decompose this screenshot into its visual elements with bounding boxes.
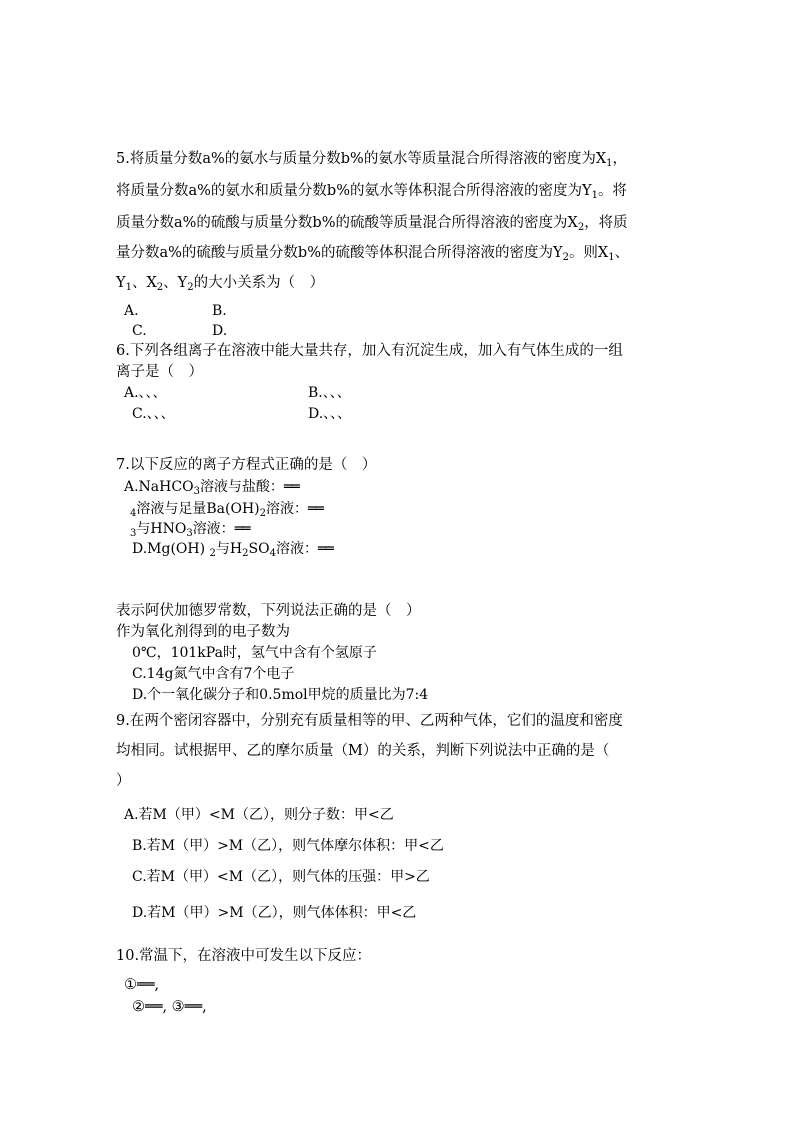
q7-option-b: $_4$溶液与足量$Ba(OH)_2$溶液：══ [130,501,323,519]
q6-line-1: 6.下列各组离子在溶液中能大量共存，加入有沉淀生成，加入有气体生成的一组 [116,343,623,359]
q8-line-5: D.个一氧化碳分子和0.5mol甲烷的质量比为7:4 [132,687,429,703]
q10-reaction-1: ①══, [124,977,160,993]
q6-option-d: D.、、、 [308,406,352,422]
q9-option-c: C.若M（甲）<M（乙），则气体的压强：甲>乙 [132,869,430,885]
q5-option-d: D. [212,323,228,339]
q5-option-b: B. [212,303,227,319]
q9-option-b: B.若M（甲）>M（乙），则气体摩尔体积：甲<乙 [132,838,444,854]
q6-option-a: A.、、、 [124,385,167,401]
q7-option-d: D.Mg(OH) $_2$与$H_2SO_4$溶液：══ [132,541,333,559]
q5-line-5: $Y_1$、$X_2$、$Y_2$的大小关系为（ ） [116,275,325,293]
q9-line-2: 均相同。试根据甲、乙的摩尔质量（M）的关系，判断下列说法中正确的是（ [116,743,610,759]
q7-option-a: A.NaHCO$_3$溶液与盐酸：══ [124,479,299,497]
q7-option-c: $_3$与$HNO_3$溶液：══ [130,521,250,539]
q5-line-1-text: 5.将质量分数a%的氨水与质量分数b%的氨水等质量混合所得溶液的密度为X [116,151,607,167]
q5-line-1: 5.将质量分数a%的氨水与质量分数b%的氨水等质量混合所得溶液的密度为$X_1$， [116,151,628,169]
q8-line-1: 表示阿伏加德罗常数，下列说法正确的是（ ） [116,603,421,619]
q9-line-3: ） [116,773,131,789]
q8-line-2: 作为氧化剂得到的电子数为 [116,624,290,640]
q10-reactions-2-3: ②══, ③══, [132,999,207,1015]
q8-line-3: 0℃，101kPa时，氢气中含有个氢原子 [132,645,377,661]
q9-line-1: 9.在两个密闭容器中，分别充有质量相等的甲、乙两种气体，它们的温度和密度 [116,713,623,729]
q5-line-2: 将质量分数a%的氨水和质量分数b%的氨水等体积混合所得溶液的密度为$Y_1$。将 [116,183,627,201]
q5-option-c: C. [132,323,147,339]
q8-line-4: C.14g氮气中含有7个电子 [132,666,295,682]
q10-line-1: 10.常温下，在溶液中可发生以下反应： [116,948,372,964]
q5-line-3: 质量分数a%的硫酸与质量分数b%的硫酸等质量混合所得溶液的密度为$X_2$，将质 [116,215,628,233]
q9-option-a: A.若M（甲）<M（乙），则分子数：甲<乙 [124,807,394,823]
q6-option-b: B.、、、 [308,385,351,401]
q5-option-a: A. [124,303,139,319]
q7-line-1: 7.以下反应的离子方程式正确的是（ ） [116,457,377,473]
q9-option-d: D.若M（甲）>M（乙），则气体体积：甲<乙 [132,905,417,921]
q6-line-2: 离子是（ ） [116,364,203,380]
q5-line-4: 量分数a%的硫酸与质量分数b%的硫酸等体积混合所得溶液的密度为$Y_2$。则$X_1$、 [116,245,630,263]
q6-option-c: C.、、、 [132,406,175,422]
